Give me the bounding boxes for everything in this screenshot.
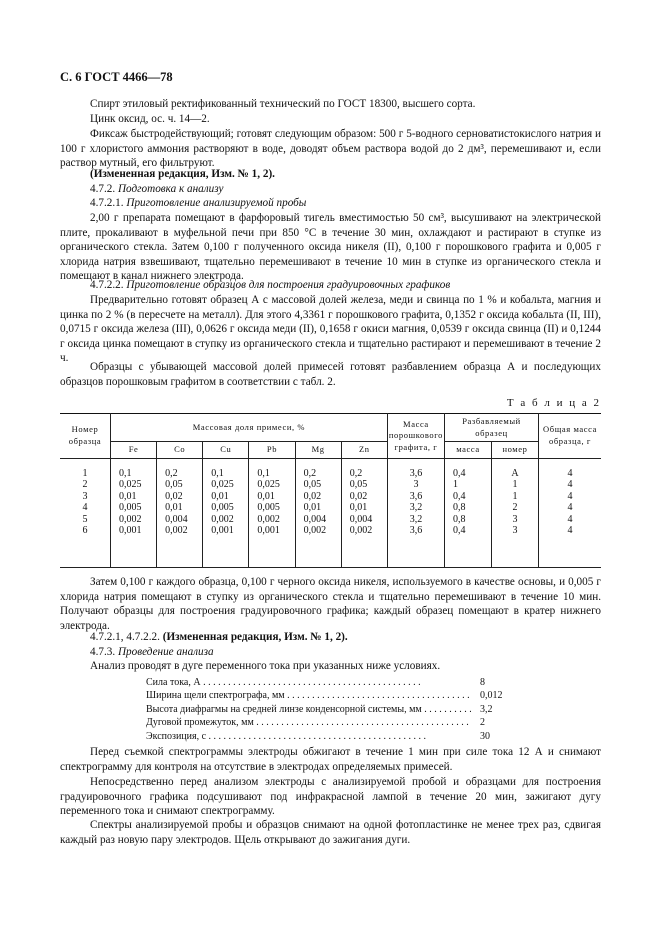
page-header: С. 6 ГОСТ 4466—78 bbox=[60, 70, 173, 84]
section-4-7-3 bbox=[60, 645, 601, 660]
table-cell: 0,01 bbox=[157, 502, 203, 514]
section-4-7-2 bbox=[60, 182, 601, 197]
table-cell: 4 bbox=[539, 525, 602, 567]
table-cell: 0,4 bbox=[445, 458, 492, 479]
table-cell: 0,001 bbox=[203, 525, 249, 567]
conditions-list bbox=[146, 676, 506, 743]
table-row bbox=[60, 458, 601, 479]
table-cell: 0,8 bbox=[445, 514, 492, 526]
paragraph-arc: Анализ проводят в дуге переменного тока при указанных ниже условиях. bbox=[90, 660, 441, 672]
table-cell: 4 bbox=[539, 502, 602, 514]
table-cell: 0,001 bbox=[111, 525, 157, 567]
table-cell: 0,1 bbox=[111, 458, 157, 479]
table-cell: 4 bbox=[539, 458, 602, 479]
table-cell: 4 bbox=[539, 491, 602, 503]
table-cell: 3 bbox=[492, 525, 539, 567]
table-cell: 0,004 bbox=[157, 514, 203, 526]
table-cell: 0,025 bbox=[111, 479, 157, 491]
table-row bbox=[60, 491, 601, 503]
table-cell: 5 bbox=[60, 514, 111, 526]
table-cell: 0,002 bbox=[203, 514, 249, 526]
condition-row bbox=[146, 676, 506, 689]
header-total-mass: Общая масса образца, г bbox=[539, 414, 602, 459]
table-cell: 2 bbox=[492, 502, 539, 514]
table-cell: 1 bbox=[445, 479, 492, 491]
amendment-label: (Измененная редакция, Изм. № 1, 2). bbox=[162, 631, 348, 643]
table-cell: 0,004 bbox=[341, 514, 387, 526]
col-mg: Mg bbox=[295, 442, 341, 459]
table-cell: 1 bbox=[492, 479, 539, 491]
condition-value: 2 bbox=[480, 717, 485, 729]
table-cell: 0,005 bbox=[249, 502, 295, 514]
paragraph-calibration: Затем 0,100 г каждого образца, 0,100 г черного оксида никеля, используемого в качестве основы, и 0,005 г хлорида натрия помещают в ступку из органического стекла и тщательно перемешивают в течение 10 мин. Получают образцы для построения градуировочного графика; каждый образец помещают в кратер нижнего электрода. bbox=[60, 576, 601, 632]
col-number: номер bbox=[492, 442, 539, 459]
table-cell: 0,002 bbox=[111, 514, 157, 526]
col-pb: Pb bbox=[249, 442, 295, 459]
paragraph-dilution: Образцы с убывающей массовой долей примесей готовят разбавлением образца А и последующих образцов порошковым графитом в соответствии с табл. 2. bbox=[60, 361, 601, 388]
header-graphite-mass: Масса порошкового графита, г bbox=[387, 414, 444, 459]
table-cell: 0,005 bbox=[203, 502, 249, 514]
table-cell: 0,2 bbox=[157, 458, 203, 479]
table-cell: 0,05 bbox=[341, 479, 387, 491]
col-fe: Fe bbox=[111, 442, 157, 459]
section-title: Приготовление анализируемой пробы bbox=[126, 197, 307, 209]
col-cu: Cu bbox=[203, 442, 249, 459]
table-cell: 0,01 bbox=[295, 502, 341, 514]
section-refs: 4.7.2.1, 4.7.2.2. bbox=[90, 631, 160, 643]
section-title: Подготовка к анализу bbox=[117, 183, 224, 195]
table-cell: 0,02 bbox=[341, 491, 387, 503]
table-cell: 4 bbox=[60, 502, 111, 514]
table-cell: 3,2 bbox=[387, 514, 444, 526]
condition-row bbox=[146, 716, 506, 729]
table-cell: 3,6 bbox=[387, 525, 444, 567]
table-cell: 0,002 bbox=[249, 514, 295, 526]
condition-label: Высота диафрагмы на средней линзе конденсорной системы, мм . . . bbox=[146, 703, 471, 716]
table-cell: 0,01 bbox=[111, 491, 157, 503]
col-mass: масса bbox=[445, 442, 492, 459]
table-cell: 3 bbox=[60, 491, 111, 503]
table-cell: 0,05 bbox=[295, 479, 341, 491]
table-cell: 0,1 bbox=[203, 458, 249, 479]
table-cell: 0,002 bbox=[341, 525, 387, 567]
condition-value: 30 bbox=[480, 730, 490, 742]
paragraph-fixer: Фиксаж быстродействующий; готовят следующим образом: 500 г 5-водного серноватистокислого натрия и 100 г хлористого аммония растворяют в воде, доводят объем раствора водой до 2 дм³, перемешивают и, если раствор мутный, его фильтруют. bbox=[60, 128, 601, 170]
table-row bbox=[60, 514, 601, 526]
section-4-7-2-1 bbox=[60, 196, 601, 211]
table-cell: 0,002 bbox=[157, 525, 203, 567]
table-cell: 1 bbox=[492, 491, 539, 503]
table-cell: 0,1 bbox=[249, 458, 295, 479]
table-cell: 0,4 bbox=[445, 525, 492, 567]
section-4-7-2-2 bbox=[60, 278, 601, 293]
amendment-note-1: (Измененная редакция, Изм. № 1, 2). bbox=[90, 168, 275, 180]
paragraph-sample-prep: 2,00 г препарата помещают в фарфоровый тигель вместимостью 50 см³, высушивают на электрической плите, прокаливают в муфельной печи при 850 °С в течение 30 мин, охлаждают и растирают в ступке из органического стекла. Затем 0,100 г полученного оксида никеля (II), 0,100 г порошкового графита и 0,005 г хлорида натрия взвешивают, тщательно перемешивают в течение 10 мин в ступке из органического стекла и помещают в канал нижнего электрода. bbox=[60, 212, 601, 283]
table-cell: 0,8 bbox=[445, 502, 492, 514]
condition-value: 8 bbox=[480, 677, 485, 688]
condition-value: 3,2 bbox=[480, 703, 493, 715]
amendment-note-2 bbox=[60, 630, 601, 645]
table-cell: 1 bbox=[60, 458, 111, 479]
section-number: 4.7.2. bbox=[90, 183, 116, 195]
table-cell: 0,004 bbox=[295, 514, 341, 526]
table-cell: 3 bbox=[387, 479, 444, 491]
paragraph-burn: Перед съемкой спектрограммы электроды обжигают в течение 1 мин при силе тока 12 А и снимают спектрограмму для контроля на отсутствие в электродах определяемых примесей. bbox=[60, 746, 601, 773]
condition-row bbox=[146, 689, 506, 702]
table-cell: 0,02 bbox=[157, 491, 203, 503]
table-cell: 0,2 bbox=[341, 458, 387, 479]
table-body bbox=[60, 458, 601, 567]
condition-label: Сила тока, А . . . bbox=[146, 676, 471, 689]
table-row bbox=[60, 525, 601, 567]
table-cell: 3,6 bbox=[387, 491, 444, 503]
condition-label: Ширина щели спектрографа, мм . . . bbox=[146, 689, 471, 702]
condition-label: Экспозиция, с . . . bbox=[146, 730, 471, 743]
section-title: Проведение анализа bbox=[117, 646, 214, 658]
table-cell: 3,2 bbox=[387, 502, 444, 514]
table-cell: 2 bbox=[60, 479, 111, 491]
paragraph-spectra: Спектры анализируемой пробы и образцов снимают на одной фотопластинке не менее трех раз, сдвигая каждый раз новую пару электродов. Щель открывают до зажигания дуги. bbox=[60, 819, 601, 846]
paragraph-sample-a: Предварительно готовят образец А с массовой долей железа, меди и свинца по 1 % и кобальта, магния и цинка по 2 % (в пересчете на металл). Для этого 4,3361 г порошкового графита, 0,1352 г оксида кобальта (II, III), 0,0715 г оксида железа (III), 0,0626 г оксида меди (II), 0,1658 г окиси магния, 0,0539 г оксида свинца (II) и 0,1244 г оксида цинка помещают в ступку из органического стекла и тщательно растирают и перемешивают в течение 2 ч. bbox=[60, 294, 601, 365]
table-cell: 4 bbox=[539, 514, 602, 526]
table-cell: А bbox=[492, 458, 539, 479]
table-cell: 0,01 bbox=[203, 491, 249, 503]
header-sample-number: Номер образца bbox=[60, 414, 111, 459]
table-cell: 3 bbox=[492, 514, 539, 526]
table-cell: 0,4 bbox=[445, 491, 492, 503]
table-row bbox=[60, 502, 601, 514]
table-row bbox=[60, 479, 601, 491]
col-co: Co bbox=[157, 442, 203, 459]
table-cell: 0,002 bbox=[295, 525, 341, 567]
table-cell: 0,2 bbox=[295, 458, 341, 479]
paragraph-alcohol: Спирт этиловый ректификованный технический по ГОСТ 18300, высшего сорта. bbox=[90, 98, 476, 110]
condition-value: 0,012 bbox=[480, 690, 503, 702]
header-mass-fraction: Массовая доля примеси, % bbox=[111, 414, 388, 442]
table-cell: 0,025 bbox=[203, 479, 249, 491]
table-cell: 0,025 bbox=[249, 479, 295, 491]
table-cell: 0,05 bbox=[157, 479, 203, 491]
section-number: 4.7.2.1. bbox=[90, 197, 124, 209]
table-cell: 0,02 bbox=[295, 491, 341, 503]
table-cell: 0,005 bbox=[111, 502, 157, 514]
table-cell: 4 bbox=[539, 479, 602, 491]
paragraph-drying: Непосредственно перед анализом электроды с анализируемой пробой и образцами для построения градуировочного графика подсушивают под инфракрасной лампой в течение 20 мин, зажигают дугу переменного тока и снимают спектрограмму. bbox=[60, 776, 601, 818]
section-number: 4.7.2.2. bbox=[90, 279, 124, 291]
table-cell: 0,001 bbox=[249, 525, 295, 567]
col-zn: Zn bbox=[341, 442, 387, 459]
table-cell: 6 bbox=[60, 525, 111, 567]
condition-row bbox=[146, 703, 506, 716]
table-caption: Т а б л и ц а 2 bbox=[506, 397, 601, 409]
section-number: 4.7.3. bbox=[90, 646, 116, 658]
condition-label: Дуговой промежуток, мм . . . bbox=[146, 716, 471, 729]
table-2 bbox=[60, 413, 601, 568]
table-cell: 3,6 bbox=[387, 458, 444, 479]
table-cell: 0,01 bbox=[249, 491, 295, 503]
condition-row bbox=[146, 730, 506, 743]
table-cell: 0,01 bbox=[341, 502, 387, 514]
paragraph-zinc-oxide: Цинк оксид, ос. ч. 14—2. bbox=[90, 113, 210, 125]
header-diluted-sample: Разбавляемый образец bbox=[445, 414, 539, 442]
section-title: Приготовление образцов для построения градуировочных графиков bbox=[126, 279, 451, 291]
